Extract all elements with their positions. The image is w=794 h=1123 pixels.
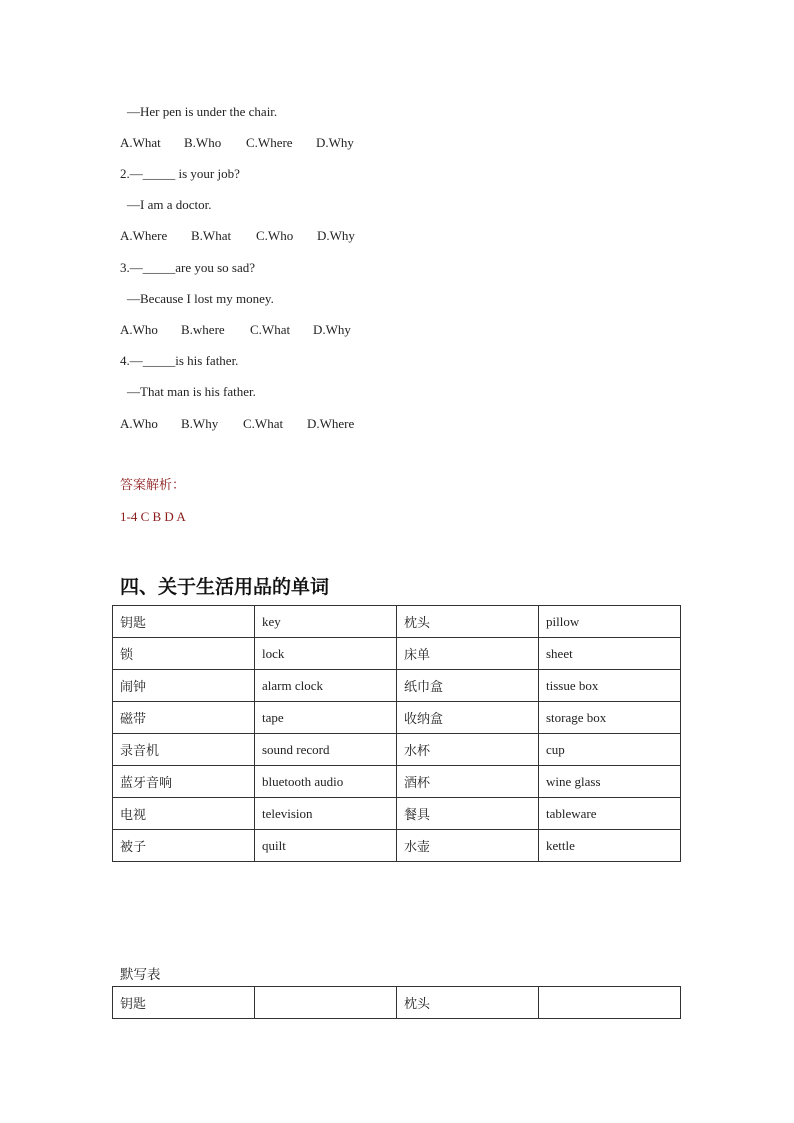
answers-text: 1-4 C B D A — [120, 509, 186, 524]
q4-question: 4.—_____is his father. — [120, 353, 239, 368]
cn-word-1: 磁带 — [113, 702, 255, 734]
en-word-2: tableware — [539, 798, 681, 830]
q2-answer-line: —I am a doctor. — [127, 197, 212, 212]
dictation-blank-2[interactable] — [539, 987, 681, 1019]
q3-option-b: B.where — [181, 322, 225, 337]
table-row — [113, 638, 681, 670]
en-word-1: quilt — [255, 830, 397, 862]
cn-word-2: 纸巾盒 — [397, 670, 539, 702]
cn-word-2: 水杯 — [397, 734, 539, 766]
cn-word-1: 录音机 — [113, 734, 255, 766]
en-word-2: cup — [539, 734, 681, 766]
table-row — [113, 766, 681, 798]
en-word-1: bluetooth audio — [255, 766, 397, 798]
table-row — [113, 798, 681, 830]
dictation-table — [112, 986, 681, 1019]
en-word-1: television — [255, 798, 397, 830]
cn-word-2: 枕头 — [397, 606, 539, 638]
cn-word-2: 床单 — [397, 638, 539, 670]
q3-option-d: D.Why — [313, 322, 351, 337]
table-row — [113, 734, 681, 766]
cn-word-2: 酒杯 — [397, 766, 539, 798]
q1-options — [120, 135, 354, 151]
en-word-1: tape — [255, 702, 397, 734]
cn-word-1: 电视 — [113, 798, 255, 830]
en-word-2: storage box — [539, 702, 681, 734]
q2-option-c: C.Who — [256, 228, 294, 243]
cn-word-1: 蓝牙音响 — [113, 766, 255, 798]
cn-word-1: 锁 — [113, 638, 255, 670]
dictation-row — [113, 987, 681, 1019]
q1-answer-line: —Her pen is under the chair. — [127, 104, 278, 119]
q2-question: 2.—_____ is your job? — [120, 166, 240, 181]
en-word-2: tissue box — [539, 670, 681, 702]
q4-answer-line: —That man is his father. — [127, 384, 256, 399]
q2-options — [120, 228, 355, 244]
en-word-1: key — [255, 606, 397, 638]
en-word-2: wine glass — [539, 766, 681, 798]
q1-option-b: B.Who — [184, 135, 222, 150]
dictation-blank-1[interactable] — [255, 987, 397, 1019]
q3-option-a: A.Who — [120, 322, 158, 337]
dictation-cn-2: 枕头 — [397, 987, 539, 1019]
q4-option-b: B.Why — [181, 416, 219, 431]
cn-word-1: 钥匙 — [113, 606, 255, 638]
dictation-caption: 默写表 — [120, 967, 161, 983]
cn-word-2: 收纳盒 — [397, 702, 539, 734]
table-row — [113, 670, 681, 702]
q4-option-c: C.What — [243, 416, 284, 431]
table-row — [113, 606, 681, 638]
q3-question: 3.—_____are you so sad? — [120, 260, 256, 275]
q1-option-c: C.Where — [246, 135, 293, 150]
q1-option-d: D.Why — [316, 135, 354, 150]
en-word-2: kettle — [539, 830, 681, 862]
q1-option-a: A.What — [120, 135, 161, 150]
table-row — [113, 702, 681, 734]
q3-options — [120, 322, 351, 338]
q2-option-b: B.What — [191, 228, 232, 243]
q4-options — [120, 416, 354, 432]
dictation-cn-1: 钥匙 — [113, 987, 255, 1019]
q2-option-a: A.Where — [120, 228, 168, 243]
q4-option-d: D.Where — [307, 416, 355, 431]
en-word-1: sound record — [255, 734, 397, 766]
q3-answer-line: —Because I lost my money. — [127, 291, 274, 306]
vocab-table — [112, 605, 681, 862]
en-word-2: sheet — [539, 638, 681, 670]
q2-option-d: D.Why — [317, 228, 355, 243]
section-heading: 四、关于生活用品的单词 — [120, 576, 330, 598]
q3-option-c: C.What — [250, 322, 291, 337]
table-row — [113, 830, 681, 862]
cn-word-2: 餐具 — [397, 798, 539, 830]
en-word-1: alarm clock — [255, 670, 397, 702]
cn-word-2: 水壶 — [397, 830, 539, 862]
en-word-2: pillow — [539, 606, 681, 638]
answers-title: 答案解析： — [120, 478, 186, 493]
en-word-1: lock — [255, 638, 397, 670]
cn-word-1: 被子 — [113, 830, 255, 862]
q4-option-a: A.Who — [120, 416, 158, 431]
cn-word-1: 闹钟 — [113, 670, 255, 702]
